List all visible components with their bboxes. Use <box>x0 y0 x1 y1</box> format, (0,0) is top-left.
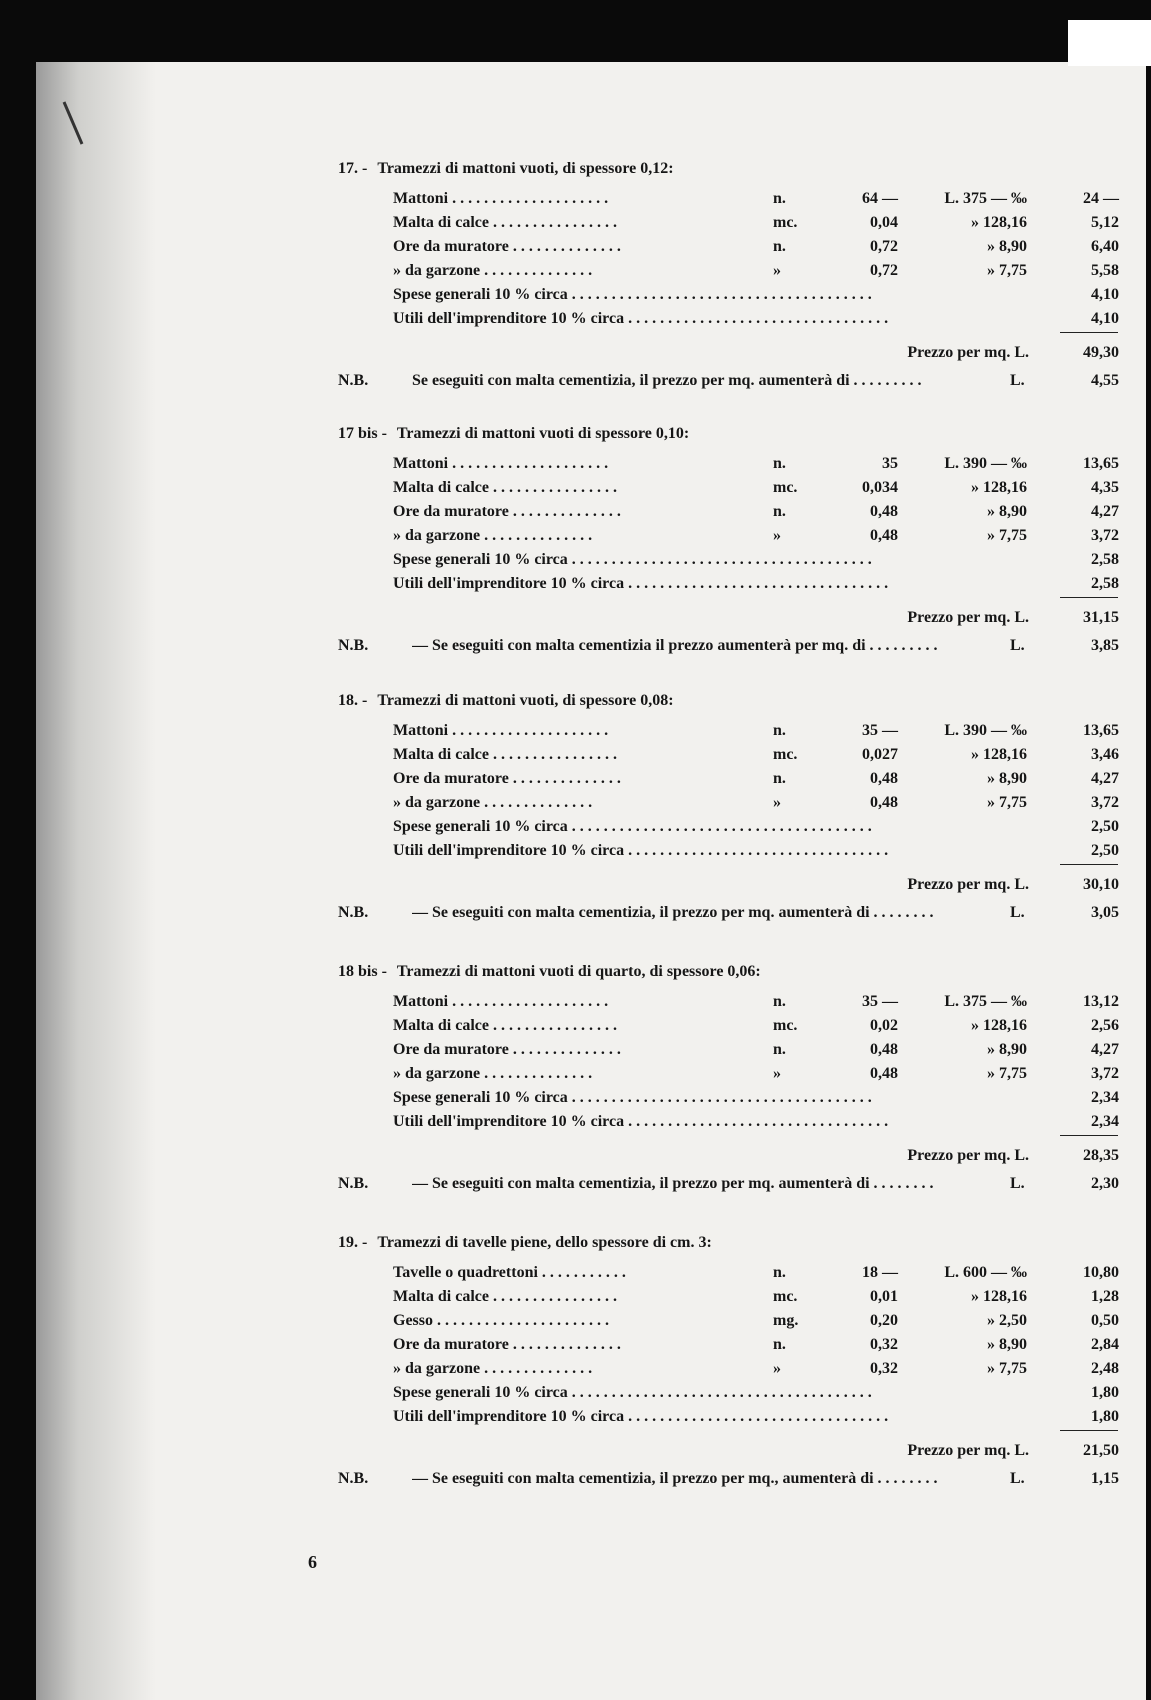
note-currency: L. <box>1010 372 1025 389</box>
item-name: Ore da muratore . . . . . . . . . . . . . . <box>393 503 621 520</box>
item-row <box>0 238 1151 262</box>
item-total: 0,50 <box>1091 1312 1119 1329</box>
item-name: Mattoni . . . . . . . . . . . . . . . . . . . . <box>393 190 609 207</box>
item-name: Gesso . . . . . . . . . . . . . . . . . . . . . . <box>393 1312 609 1329</box>
note-currency: L. <box>1010 637 1025 654</box>
item-name: Tavelle o quadrettoni . . . . . . . . . . . <box>393 1264 626 1281</box>
item-unit-price: » 7,75 <box>987 1360 1027 1377</box>
item-row <box>0 722 1151 746</box>
item-quantity: 0,72 <box>870 262 898 279</box>
item-name: Mattoni . . . . . . . . . . . . . . . . . . . . <box>393 993 609 1010</box>
item-total: 13,65 <box>1083 722 1119 739</box>
item-quantity: 0,32 <box>870 1360 898 1377</box>
item-name: » da garzone . . . . . . . . . . . . . . <box>393 1065 593 1082</box>
item-name: Malta di calce . . . . . . . . . . . . . . . . <box>393 746 617 763</box>
note-row <box>0 372 1151 396</box>
item-row <box>0 455 1151 479</box>
item-total: 3,72 <box>1091 527 1119 544</box>
item-unit-price: » 8,90 <box>987 503 1027 520</box>
item-row <box>0 1336 1151 1360</box>
item-name: » da garzone . . . . . . . . . . . . . . <box>393 1360 593 1377</box>
section-heading <box>338 160 674 178</box>
overhead-row <box>0 1089 1151 1113</box>
price-total-value: 21,50 <box>1083 1442 1119 1459</box>
item-unit-price: L. 375 — ‰ <box>944 993 1027 1010</box>
item-quantity: 0,32 <box>870 1336 898 1353</box>
overhead-total: 1,80 <box>1091 1384 1119 1401</box>
price-total-label: Prezzo per mq. L. <box>907 1442 1029 1459</box>
note-row <box>0 1175 1151 1199</box>
overhead-row <box>0 575 1151 599</box>
overhead-total: 2,58 <box>1091 551 1119 568</box>
section-number: 17 bis - <box>338 425 387 442</box>
overhead-name: Spese generali 10 % circa . . . . . . . . . . . . . . . . . . . . . . . . . . . . . . . . . . . . . . <box>393 1384 872 1401</box>
item-total: 5,12 <box>1091 214 1119 231</box>
overhead-name: Spese generali 10 % circa . . . . . . . . . . . . . . . . . . . . . . . . . . . . . . . . . . . . . . <box>393 551 872 568</box>
item-name: » da garzone . . . . . . . . . . . . . . <box>393 794 593 811</box>
note-label: N.B. <box>338 372 369 389</box>
item-row <box>0 214 1151 238</box>
overhead-row <box>0 310 1151 334</box>
note-label: N.B. <box>338 637 369 654</box>
item-unit: n. <box>773 190 786 207</box>
item-quantity: 64 — <box>862 190 898 207</box>
item-total: 4,27 <box>1091 770 1119 787</box>
item-name: Ore da muratore . . . . . . . . . . . . . . <box>393 238 621 255</box>
item-quantity: 0,48 <box>870 527 898 544</box>
item-row <box>0 1065 1151 1089</box>
overhead-row <box>0 1408 1151 1432</box>
item-quantity: 0,48 <box>870 1065 898 1082</box>
item-row <box>0 1360 1151 1384</box>
overhead-total: 2,50 <box>1091 818 1119 835</box>
item-unit: mc. <box>773 214 798 231</box>
section-title: Tramezzi di mattoni vuoti, di spessore 0,08: <box>377 692 674 709</box>
item-quantity: 35 <box>882 455 898 472</box>
item-unit: » <box>773 1360 781 1377</box>
item-row <box>0 190 1151 214</box>
item-name: Ore da muratore . . . . . . . . . . . . . . <box>393 1336 621 1353</box>
overhead-row <box>0 1384 1151 1408</box>
section-title: Tramezzi di mattoni vuoti, di spessore 0,12: <box>377 160 674 177</box>
item-unit: n. <box>773 1336 786 1353</box>
section-title: Tramezzi di mattoni vuoti di quarto, di spessore 0,06: <box>396 963 761 980</box>
item-unit-price: » 7,75 <box>987 262 1027 279</box>
item-unit-price: » 128,16 <box>971 1288 1027 1305</box>
item-unit: mc. <box>773 746 798 763</box>
item-name: Malta di calce . . . . . . . . . . . . . . . . <box>393 1017 617 1034</box>
page-number: 6 <box>308 1552 317 1572</box>
note-row <box>0 904 1151 928</box>
item-unit: n. <box>773 1041 786 1058</box>
item-unit: mc. <box>773 1017 798 1034</box>
note-row <box>0 1470 1151 1494</box>
item-unit: mc. <box>773 1288 798 1305</box>
overhead-row <box>0 1113 1151 1137</box>
item-total: 24 — <box>1083 190 1119 207</box>
sum-rule <box>1060 1135 1118 1136</box>
item-unit: n. <box>773 993 786 1010</box>
item-name: » da garzone . . . . . . . . . . . . . . <box>393 262 593 279</box>
section-heading <box>338 963 761 981</box>
item-unit-price: » 2,50 <box>987 1312 1027 1329</box>
overhead-row <box>0 286 1151 310</box>
price-total-value: 31,15 <box>1083 609 1119 626</box>
price-total-label: Prezzo per mq. L. <box>907 876 1029 893</box>
item-row <box>0 794 1151 818</box>
item-row <box>0 503 1151 527</box>
item-total: 2,84 <box>1091 1336 1119 1353</box>
item-unit-price: » 7,75 <box>987 1065 1027 1082</box>
overhead-total: 1,80 <box>1091 1408 1119 1425</box>
item-unit-price: L. 375 — ‰ <box>944 190 1027 207</box>
note-value: 3,85 <box>1091 637 1119 654</box>
item-total: 6,40 <box>1091 238 1119 255</box>
item-unit-price: L. 390 — ‰ <box>944 722 1027 739</box>
item-unit: n. <box>773 722 786 739</box>
price-total-row <box>0 609 1151 633</box>
item-unit: n. <box>773 238 786 255</box>
price-total-row <box>0 1147 1151 1171</box>
section-title: Tramezzi di tavelle piene, dello spessore di cm. 3: <box>377 1234 712 1251</box>
price-total-label: Prezzo per mq. L. <box>907 1147 1029 1164</box>
price-total-label: Prezzo per mq. L. <box>907 609 1029 626</box>
item-name: Malta di calce . . . . . . . . . . . . . . . . <box>393 479 617 496</box>
price-total-row <box>0 344 1151 368</box>
item-total: 4,27 <box>1091 1041 1119 1058</box>
item-row <box>0 993 1151 1017</box>
section-heading <box>338 692 674 710</box>
overhead-total: 4,10 <box>1091 286 1119 303</box>
overhead-total: 4,10 <box>1091 310 1119 327</box>
note-value: 4,55 <box>1091 372 1119 389</box>
section-title: Tramezzi di mattoni vuoti di spessore 0,10: <box>396 425 690 442</box>
note-row <box>0 637 1151 661</box>
item-name: Ore da muratore . . . . . . . . . . . . . . <box>393 1041 621 1058</box>
note-currency: L. <box>1010 904 1025 921</box>
note-text: — Se eseguiti con malta cementizia, il prezzo per mq. aumenterà di . . . . . . . . <box>412 904 934 921</box>
overhead-name: Utili dell'imprenditore 10 % circa . . . . . . . . . . . . . . . . . . . . . . . . . . . . . . . . . <box>393 842 889 859</box>
item-total: 2,56 <box>1091 1017 1119 1034</box>
item-total: 3,46 <box>1091 746 1119 763</box>
note-value: 1,15 <box>1091 1470 1119 1487</box>
item-row <box>0 527 1151 551</box>
item-unit-price: » 7,75 <box>987 527 1027 544</box>
note-label: N.B. <box>338 1175 369 1192</box>
section-number: 19. - <box>338 1234 368 1251</box>
item-quantity: 35 — <box>862 722 898 739</box>
price-total-label: Prezzo per mq. L. <box>907 344 1029 361</box>
item-quantity: 0,027 <box>862 746 898 763</box>
item-unit: n. <box>773 770 786 787</box>
item-total: 4,35 <box>1091 479 1119 496</box>
note-text: — Se eseguiti con malta cementizia, il prezzo per mq., aumenterà di . . . . . . . . <box>412 1470 938 1487</box>
note-text: — Se eseguiti con malta cementizia il prezzo aumenterà per mq. di . . . . . . . . . <box>412 637 938 654</box>
item-name: Malta di calce . . . . . . . . . . . . . . . . <box>393 1288 617 1305</box>
overhead-name: Utili dell'imprenditore 10 % circa . . . . . . . . . . . . . . . . . . . . . . . . . . . . . . . . . <box>393 575 889 592</box>
item-quantity: 0,48 <box>870 770 898 787</box>
sum-rule <box>1060 332 1118 333</box>
section-heading <box>338 1234 712 1252</box>
overhead-name: Utili dell'imprenditore 10 % circa . . . . . . . . . . . . . . . . . . . . . . . . . . . . . . . . . <box>393 310 889 327</box>
item-unit-price: » 128,16 <box>971 746 1027 763</box>
section-number: 18 bis - <box>338 963 387 980</box>
item-unit-price: » 8,90 <box>987 770 1027 787</box>
item-unit: » <box>773 1065 781 1082</box>
sum-rule <box>1060 1430 1118 1431</box>
item-name: Mattoni . . . . . . . . . . . . . . . . . . . . <box>393 455 609 472</box>
item-quantity: 0,034 <box>862 479 898 496</box>
note-label: N.B. <box>338 1470 369 1487</box>
item-total: 3,72 <box>1091 794 1119 811</box>
section-number: 18. - <box>338 692 368 709</box>
overhead-row <box>0 842 1151 866</box>
item-unit-price: » 128,16 <box>971 479 1027 496</box>
item-unit: mg. <box>773 1312 799 1329</box>
item-unit: » <box>773 262 781 279</box>
item-row <box>0 1017 1151 1041</box>
overhead-name: Utili dell'imprenditore 10 % circa . . . . . . . . . . . . . . . . . . . . . . . . . . . . . . . . . <box>393 1408 889 1425</box>
overhead-name: Utili dell'imprenditore 10 % circa . . . . . . . . . . . . . . . . . . . . . . . . . . . . . . . . . <box>393 1113 889 1130</box>
overhead-total: 2,34 <box>1091 1089 1119 1106</box>
item-unit: mc. <box>773 479 798 496</box>
note-value: 3,05 <box>1091 904 1119 921</box>
note-text: — Se eseguiti con malta cementizia, il prezzo per mq. aumenterà di . . . . . . . . <box>412 1175 934 1192</box>
item-total: 5,58 <box>1091 262 1119 279</box>
overhead-name: Spese generali 10 % circa . . . . . . . . . . . . . . . . . . . . . . . . . . . . . . . . . . . . . . <box>393 286 872 303</box>
overhead-total: 2,58 <box>1091 575 1119 592</box>
item-unit-price: » 128,16 <box>971 1017 1027 1034</box>
sum-rule <box>1060 597 1118 598</box>
item-row <box>0 1041 1151 1065</box>
overhead-row <box>0 551 1151 575</box>
item-name: Mattoni . . . . . . . . . . . . . . . . . . . . <box>393 722 609 739</box>
note-currency: L. <box>1010 1175 1025 1192</box>
item-row <box>0 262 1151 286</box>
item-quantity: 18 — <box>862 1264 898 1281</box>
sum-rule <box>1060 864 1118 865</box>
price-total-row <box>0 1442 1151 1466</box>
note-currency: L. <box>1010 1470 1025 1487</box>
item-unit: » <box>773 527 781 544</box>
item-quantity: 0,01 <box>870 1288 898 1305</box>
item-row <box>0 1312 1151 1336</box>
overhead-row <box>0 818 1151 842</box>
item-quantity: 0,48 <box>870 1041 898 1058</box>
item-unit: n. <box>773 455 786 472</box>
item-unit-price: » 8,90 <box>987 1336 1027 1353</box>
note-text: Se eseguiti con malta cementizia, il prezzo per mq. aumenterà di . . . . . . . . . <box>412 372 922 389</box>
item-unit-price: » 8,90 <box>987 1041 1027 1058</box>
overhead-name: Spese generali 10 % circa . . . . . . . . . . . . . . . . . . . . . . . . . . . . . . . . . . . . . . <box>393 1089 872 1106</box>
item-name: Malta di calce . . . . . . . . . . . . . . . . <box>393 214 617 231</box>
overhead-name: Spese generali 10 % circa . . . . . . . . . . . . . . . . . . . . . . . . . . . . . . . . . . . . . . <box>393 818 872 835</box>
section-number: 17. - <box>338 160 368 177</box>
item-row <box>0 479 1151 503</box>
item-quantity: 0,48 <box>870 794 898 811</box>
item-unit: » <box>773 794 781 811</box>
overhead-total: 2,50 <box>1091 842 1119 859</box>
item-total: 4,27 <box>1091 503 1119 520</box>
item-quantity: 0,02 <box>870 1017 898 1034</box>
item-quantity: 35 — <box>862 993 898 1010</box>
overhead-total: 2,34 <box>1091 1113 1119 1130</box>
price-total-value: 49,30 <box>1083 344 1119 361</box>
price-total-value: 28,35 <box>1083 1147 1119 1164</box>
note-label: N.B. <box>338 904 369 921</box>
item-unit: n. <box>773 503 786 520</box>
item-total: 13,12 <box>1083 993 1119 1010</box>
item-row <box>0 1288 1151 1312</box>
item-total: 10,80 <box>1083 1264 1119 1281</box>
item-unit-price: L. 390 — ‰ <box>944 455 1027 472</box>
note-value: 2,30 <box>1091 1175 1119 1192</box>
item-total: 1,28 <box>1091 1288 1119 1305</box>
item-quantity: 0,72 <box>870 238 898 255</box>
item-total: 3,72 <box>1091 1065 1119 1082</box>
price-total-value: 30,10 <box>1083 876 1119 893</box>
item-total: 2,48 <box>1091 1360 1119 1377</box>
section-heading <box>338 425 689 443</box>
item-unit: n. <box>773 1264 786 1281</box>
price-total-row <box>0 876 1151 900</box>
item-quantity: 0,20 <box>870 1312 898 1329</box>
item-quantity: 0,04 <box>870 214 898 231</box>
item-unit-price: » 7,75 <box>987 794 1027 811</box>
item-row <box>0 746 1151 770</box>
item-row <box>0 770 1151 794</box>
item-row <box>0 1264 1151 1288</box>
item-name: Ore da muratore . . . . . . . . . . . . . . <box>393 770 621 787</box>
item-total: 13,65 <box>1083 455 1119 472</box>
item-unit-price: » 8,90 <box>987 238 1027 255</box>
item-unit-price: » 128,16 <box>971 214 1027 231</box>
item-unit-price: L. 600 — ‰ <box>944 1264 1027 1281</box>
item-quantity: 0,48 <box>870 503 898 520</box>
item-name: » da garzone . . . . . . . . . . . . . . <box>393 527 593 544</box>
